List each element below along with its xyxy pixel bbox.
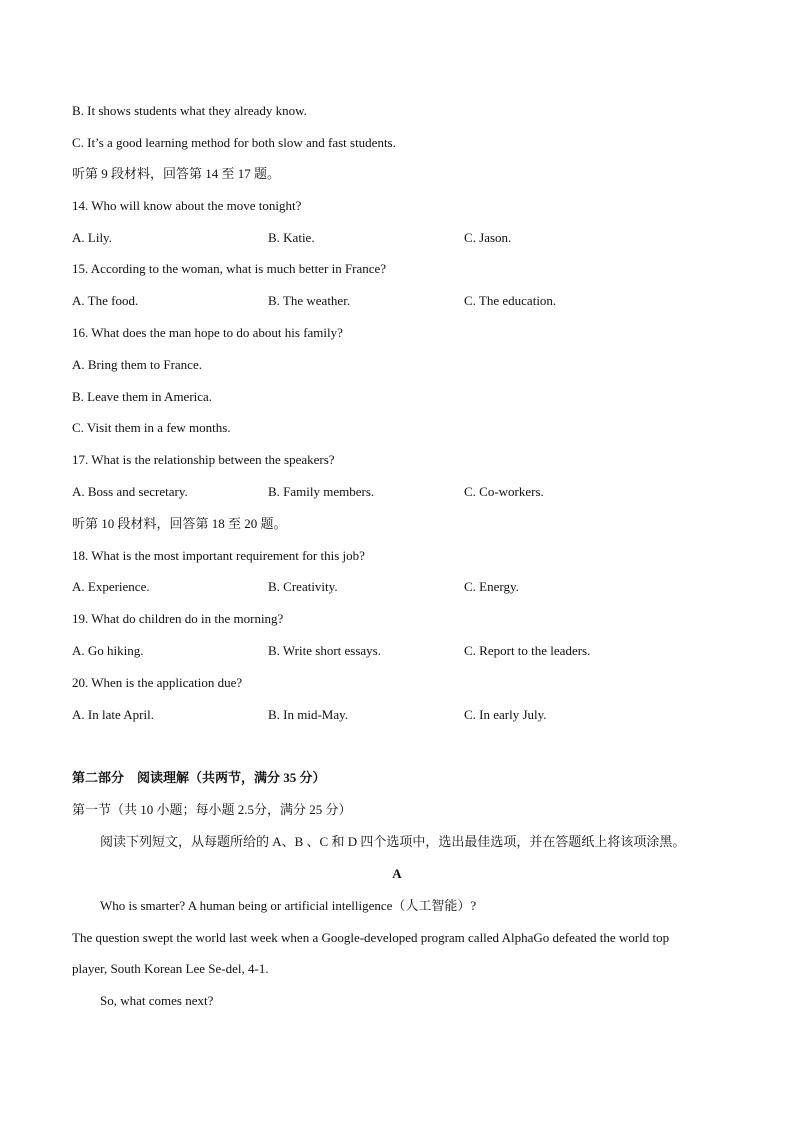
q17-option-c: C. Co-workers. xyxy=(464,484,544,499)
question-18: 18. What is the most important requirement for this job? xyxy=(72,548,365,563)
passage-label: A xyxy=(392,866,402,881)
q16-option-a: A. Bring them to France. xyxy=(72,357,202,372)
q18-option-c: C. Energy. xyxy=(464,579,519,594)
q20-option-a: A. In late April. xyxy=(72,707,154,722)
q20-option-c: C. In early July. xyxy=(464,707,547,722)
passage-paragraph-3: So, what comes next? xyxy=(100,993,214,1008)
question-17: 17. What is the relationship between the speakers? xyxy=(72,452,335,467)
passage-paragraph-2-line-2: player, South Korean Lee Se-del, 4-1. xyxy=(72,961,269,976)
instruction-passage-10: 听第 10 段材料，回答第 18 至 20 题。 xyxy=(72,516,287,531)
q19-option-a: A. Go hiking. xyxy=(72,643,144,658)
q19-option-c: C. Report to the leaders. xyxy=(464,643,591,658)
q17-option-a: A. Boss and secretary. xyxy=(72,484,188,499)
q14-option-c: C. Jason. xyxy=(464,230,512,245)
question-14: 14. Who will know about the move tonight? xyxy=(72,198,302,213)
question-16: 16. What does the man hope to do about his family? xyxy=(72,325,343,340)
q19-option-b: B. Write short essays. xyxy=(268,643,381,658)
q20-option-b: B. In mid-May. xyxy=(268,707,349,722)
q18-option-b: B. Creativity. xyxy=(268,579,338,594)
q15-option-b: B. The weather. xyxy=(268,293,351,308)
q16-option-c: C. Visit them in a few months. xyxy=(72,420,231,435)
instruction-passage-9: 听第 9 段材料，回答第 14 至 17 题。 xyxy=(72,166,281,181)
q15-option-c: C. The education. xyxy=(464,293,557,308)
section-one-heading: 第一节（共 10 小题；每小题 2.5分，满分 25 分） xyxy=(72,802,352,817)
reading-directions: 阅读下列短文，从每题所给的 A、B 、C 和 D 四个选项中，选出最佳选项，并在答题纸上将该项涂黑。 xyxy=(100,834,686,849)
question-15: 15. According to the woman, what is much better in France? xyxy=(72,261,387,276)
passage-paragraph-2-line-1: The question swept the world last week when a Google-developed program called AlphaGo defeated the world top xyxy=(72,930,670,945)
q14-option-b: B. Katie. xyxy=(268,230,315,245)
q18-option-a: A. Experience. xyxy=(72,579,150,594)
q15-option-a: A. The food. xyxy=(72,293,139,308)
q17-option-b: B. Family members. xyxy=(268,484,375,499)
q13-option-c: C. It’s a good learning method for both slow and fast students. xyxy=(72,135,396,150)
passage-paragraph-1: Who is smarter? A human being or artificial intelligence（人工智能）? xyxy=(100,898,477,913)
part-two-title: 第二部分 阅读理解（共两节，满分 35 分） xyxy=(72,770,326,785)
question-19: 19. What do children do in the morning? xyxy=(72,611,284,626)
q14-option-a: A. Lily. xyxy=(72,230,112,245)
q13-option-b: B. It shows students what they already know. xyxy=(72,103,307,118)
q16-option-b: B. Leave them in America. xyxy=(72,389,213,404)
question-20: 20. When is the application due? xyxy=(72,675,243,690)
